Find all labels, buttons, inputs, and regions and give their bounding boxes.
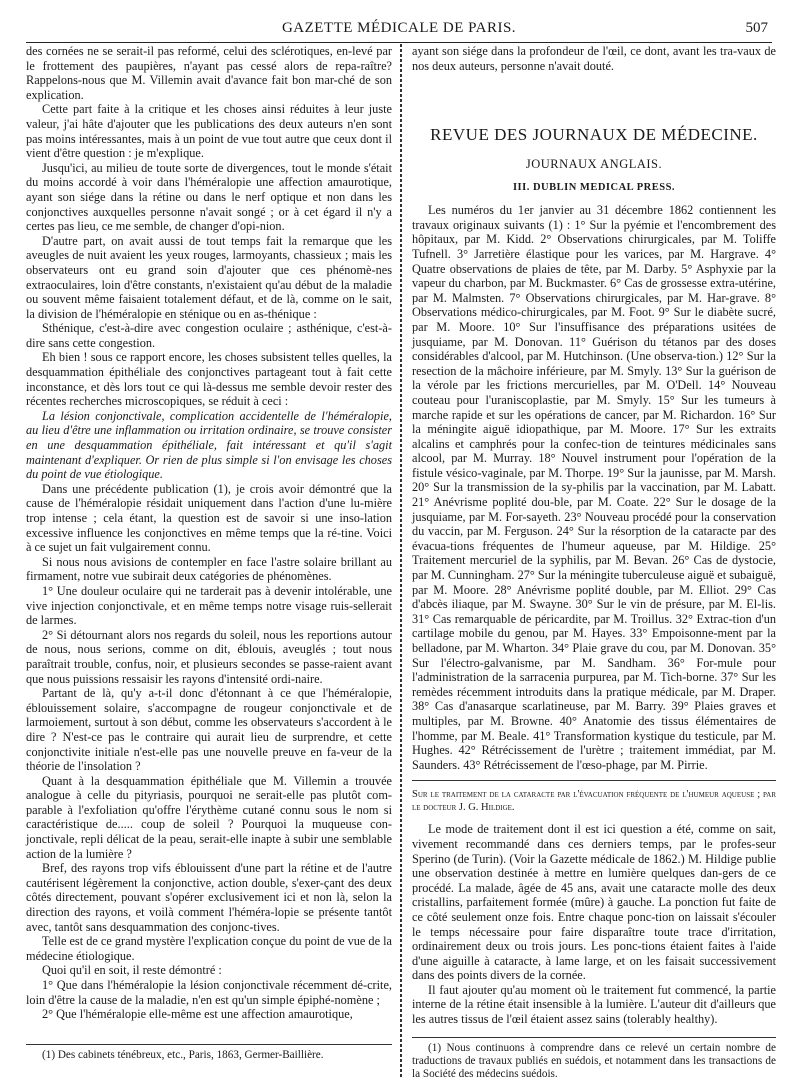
journal-title: GAZETTE MÉDICALE DE PARIS. <box>281 20 517 36</box>
footnote-rule <box>412 1037 776 1038</box>
paragraph: des cornées ne se serait-il pas reformé, celui des sclérotiques, en-levé par le frottement des paupières, n'ayant pas cessé alors de repa-raître? Rappelons-nous que M. Villemin avait d'avance fait bon mar-ché de son explication. <box>26 44 392 102</box>
paragraph: Bref, des rayons trop vifs éblouissent d'une part la rétine et de l'autre cautérisent légèrement la conjonctive, action double, s'exer-çant des deux côtés directement, pouvant s'opérer exclusivement ici et non là, selon la direction des rayons, et voilà comment l'héméra-lopie se présente tantôt avec, tantôt sans desquammation des conjonc-tives. <box>26 861 392 934</box>
paragraph: Cette part faite à la critique et les choses ainsi réduites à leur juste valeur, j'ai hâte d'ajouter que les publications des deux auteurs n'en sont pas moins intéressantes, mais à un point de vue tout autre que ceux dont il vient d'être question : je m'explique. <box>26 102 392 161</box>
paragraph: Il faut ajouter qu'au moment où le traitement fut commencé, la partie interne de la rétine était insensible à la lumière. L'auteur dit d'ailleurs que les autres tissus de l'œil étaient assez sains (tolerably healthy). <box>412 982 776 1027</box>
right-column <box>412 44 776 1080</box>
footnote: (1) Des cabinets ténébreux, etc., Paris, 1863, Germer-Baillière. <box>42 1048 324 1061</box>
paragraph: Quant à la desquammation épithéliale que M. Villemin a trouvée analogue à celle du pityriasis, pourquoi ne serait-elle pas plutôt com-parable à l'exfoliation qu'offre l'érythème cutané connu sous le nom si caractéristique de..... coup de soleil ? Pourquoi la muqueuse con-jonctivale, repli délicat de la peau, serait-elle inapte à subir une semblable action de la lumière ? <box>26 773 392 861</box>
review-list: Les numéros du 1er janvier au 31 décembre 1862 contiennent les travaux originaux suivants (1) : 1° Sur la pyémie et l'encombrement des hôpitaux, par M. Kidd. 2° Observations chirurgicales, par M. Toliffe Tufnell. 3° Jarretière élastique pour les varices, par M. Hargrave. 4° Quatre observations de plaies de tête, par M. Darby. 5° Asphyxie par la vapeur du charbon, par M. Buckmaster. 6° Cas de grossesse extra-utérine, par M. Malmsten. 7° Observations chirurgicales, par M. Har-grave. 8° Observations médico-chirurgicales, par M. Foot. 9° Sur le diabète sucré, par M. Moore. 10° Sur l'insuffisance des préparations usitées de jusquiame, par M. Donovan. 11° Guérison du tétanos par des doses considérables d'alcool, par M. Hutchinson. (Une observa-tion.) 12° Sur la resection de la mâchoire inférieure, par M. Smyly. 13° Sur la guérison de la vérole par les frictions mercurielles, par M. O'Dell. 14° Nouveau couteau pour l'uraniscoplastie, par M. Smyly. 15° Sur les tumeurs à marche rapide et sur les opérations de cancer, par M. Richardon. 16° Sur la méningite aiguë idiopathique, par M. Moore. 17° Sur les extraits alcalins et camphrés pour la confec-tion de teintures médicinales sans alcool, par M. Murray. 18° Nouvel instrument pour l'opération de la fistule vésico-vaginale, par M. Thorpe. 19° Sur la jaunisse, par M. Marsh. 20° Sur la transmission de la sy-philis par la vaccination, par M. Labatt. 21° Anévrisme poplité dou-ble, par M. Coate. 22° Sur le dosage de la jusquiame, par M. For-sayeth. 23° Nouveau procédé pour la conservation du vaccin, par M. Ferguson. 24° Sur la résorption de la cataracte par des évacua-tions fréquentes de l'humeur aqueuse, par M. Hildige. 25° Traitement mercuriel de la syphilis, par M. Bevan. 26° Cas de dystocie, par M. Cunningham. 27° Sur la méningite tuberculeuse aiguë et subaiguë, par M. Moore. 28° Anévrisme poplité double, par M. Elliot. 29° Cas d'abcès iliaque, par M. Swayne. 30° Sur le vin de présure, par M. El-lis. 31° Cas remarquable de péricardite, par M. Troillus. 32° Extrac-tion d'un cartilage mobile du genou, par M. Hayes. 33° Empoisonne-ment par la belladone, par M. Wharton. 34° Plaie grave du cou, par M. Donovan. 35° Sur l'électro-galvanisme, par M. Sandham. 36° For-mule pour l'administration de la sarracenia purpurea, par M. Tich-borne. 37° Sur les remèdes récemment introduits dans la pratique médicale, par M. Draper. 38° Cas d'anasarque scarlatineuse, par M. Barry. 39° Plaies graves et multiples, par M. Browne. 40° Anatomie des tissus élémentaires de l'homme, par M. Beale. 41° Transformation kystique du testicule, par M. Hughes. 42° Rétrécissement de l'urètre ; traitement immédiat, par M. Saunders. 43° Rétrécissement de l'œso-phage, par M. Pirrie. <box>412 203 776 772</box>
column-divider <box>400 44 402 1079</box>
paragraph: La lésion conjonctivale, complication accidentelle de l'héméralopie, au lieu d'être une inflammation ou irritation ordinaire, se trouve consister en une desquammation épithéliale, fait intéressant et qu'il s'agit maintenant d'expliquer. Or rien de plus simple si l'on envisage les choses du point de vue étiologique. <box>26 408 392 482</box>
paragraph: Dans une précédente publication (1), je crois avoir démontré que la cause de l'héméralopie résidait uniquement dans l'action d'une lu-mière trop intense ; cela étant, la question est de savoir si une inso-lation excessive influence les conjonctives en même temps que la ré-tine. Voici à ce sujet un fait vulgairement connu. <box>26 481 392 555</box>
footnote-rule <box>26 1044 392 1045</box>
paragraph: 1° Une douleur oculaire qui ne tarderait pas à devenir intolérable, une vive injection conjonctivale, et en même temps notre visage ruis-sellerait de larmes. <box>26 583 392 628</box>
page-header <box>26 14 772 43</box>
paragraph: Si nous nous avisions de contempler en face l'astre solaire brillant au firmament, notre vue subirait deux catégories de phénomènes. <box>26 554 392 584</box>
section-rule <box>412 780 776 781</box>
paragraph: ayant son siége dans la profondeur de l'œil, ce dont, avant les tra-vaux de nos deux auteurs, personne n'avait douté. <box>412 44 776 73</box>
paragraph: Sthénique, c'est-à-dire avec congestion oculaire ; asthénique, c'est-à-dire sans cette congestion. <box>26 321 392 350</box>
left-column <box>26 44 392 1074</box>
paragraph: Partant de là, qu'y a-t-il donc d'étonnant à ce que l'héméralopie, éblouissement solaire, s'accompagne de rougeur conjonctivale et de larmoiement, surtout à son début, comme les observateurs s'accordent à le dire ? N'est-ce pas le contraire qui aurait lieu de surprendre, et cette conjonctivite initiale n'est-elle pas une nouvelle preuve en fa-veur de la théorie de l'insolation ? <box>26 686 392 774</box>
subsection-title: JOURNAUX ANGLAIS. <box>525 157 663 172</box>
paragraph: Le mode de traitement dont il est ici question a été, comme on sait, vivement recommandé dans ces derniers temps, par le profes-seur Sperino (de Turin). (Voir la Gazette médicale de 1862.) M. Hildige publie une observation destinée à mettre en lumière quelques dan-gers de ce procédé. La malade, âgée de 45 ans, avait une cataracte molle des deux cristallins, parfaitement formée (mûre) à gauche. La ponction fut faite de ce côté seulement onze fois. Entre chaque ponc-tion on laissait s'écouler le temps nécessaire pour faire disparaître toute trace d'irritation, ordinairement deux ou trois jours. Les ponc-tions étaient faites à l'aide d'une aiguille à cataracte, à lame large, et on les faisait successivement dans des points divers de la cornée. <box>412 822 776 983</box>
paragraph: D'autre part, on avait aussi de tout temps fait la remarque que les aveugles de nuit avaient les yeux rouges, larmoyants, chassieux ; mais les observateurs ont eu grand soin d'ajouter que ces phénomè-nes extraoculaires, loin d'être constants, n'existaient qu'au début de la maladie ou souvent même faisaient totalement défaut, et de là, comme on le sait, la division de l'héméralopie en sténique ou en as-thénique : <box>26 233 392 321</box>
page-number: 507 <box>745 20 768 36</box>
paragraph: Jusqu'ici, au milieu de toute sorte de divergences, tout le monde s'était du moins accordé à voir dans l'héméralopie une affection amaurotique, ayant son siége dans la rétine ou dans le nerf optique et non dans les conjonctives auxquelles personne n'avait songé ; or à cet égard il n'y a certes pas lieu, ce me semble, de changer d'opi-nion. <box>26 160 392 234</box>
paragraph: 1° Que dans l'héméralopie la lésion conjonctivale récemment dé-crite, loin d'être la cause de la maladie, n'en est qu'un simple épiphé-nomène ; <box>26 978 392 1007</box>
section-title: REVUE DES JOURNAUX DE MÉDECINE. <box>430 125 758 145</box>
journal-heading: III. DUBLIN MEDICAL PRESS. <box>512 182 676 194</box>
paragraph: 2° Que l'héméralopie elle-même est une affection amaurotique, <box>42 1007 353 1022</box>
article-heading: Sur le traitement de la cataracte par l'évacuation fréquente de l'humeur aqueuse ; par le docteur J. G. Hildige. <box>412 789 776 814</box>
paragraph: 2° Si détournant alors nos regards du soleil, nous les reportions autour de nous, nous serions, comme on dit, éblouis, aveuglés ; tout nous paraîtrait trouble, confus, noir, et plusieurs secondes se passe-raient avant que nous puissions ressaisir les rayons d'intensité ordi-naire. <box>26 627 392 686</box>
footnote: (1) Nous continuons à comprendre dans ce relevé un certain nombre de traductions de travaux publiés en suédois, et notamment dans les transactions de la Société des médecins suédois. <box>412 1041 776 1080</box>
paragraph: Telle est de ce grand mystère l'explication conçue du point de vue de la médecine étiologique. <box>26 934 392 963</box>
paragraph: Quoi qu'il en soit, il reste démontré : <box>42 963 222 978</box>
paragraph: Eh bien ! sous ce rapport encore, les choses subsistent telles quelles, la desquammation épithéliale des conjonctives partageant tout à fait cette inconstance, et dès lors tout ce qui là-dessus me semble devoir rester des récentes recherches microscopiques, se réduit à ceci : <box>26 350 392 409</box>
